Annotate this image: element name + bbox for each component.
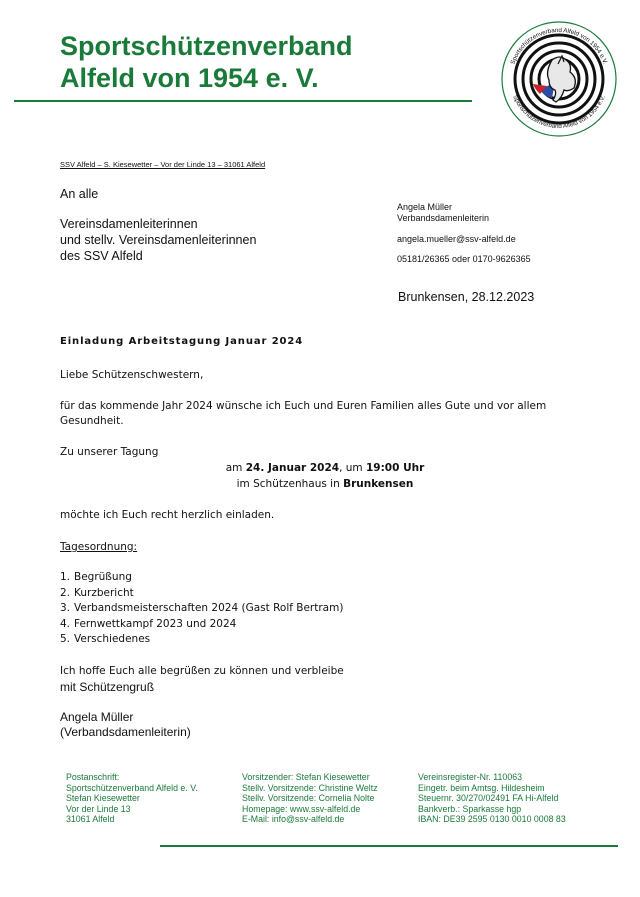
agenda-num: 3. — [60, 602, 71, 614]
footer-text: Homepage: www.ssv-alfeld.de — [242, 803, 361, 814]
letter-subject: Einladung Arbeitstagung Januar 2024 — [60, 336, 304, 347]
footer-text: Stellv. Vorsitzende: Christine Weltz — [242, 782, 378, 793]
footer-text: Eingetr. beim Amtsg. Hildesheim — [418, 782, 545, 793]
contact-block — [397, 202, 531, 265]
agenda-num: 2. — [60, 586, 71, 599]
footer-text: Steuernr. 30/270/02491 FA Hi-Alfeld — [418, 793, 559, 804]
agenda-item — [60, 570, 343, 586]
agenda-item — [60, 617, 343, 633]
agenda-text: Verschiedenes — [74, 633, 151, 645]
footer-text: Stefan Kiesewetter — [66, 793, 140, 804]
meeting-datetime — [180, 460, 470, 476]
footer-divider — [160, 845, 618, 847]
sender-line: SSV Alfeld – S. Kiesewetter – Vor der Linde 13 – 31061 Alfeld — [60, 160, 266, 169]
recipient-line3: und stellv. Vereinsdamenleiterinnen — [60, 233, 257, 247]
recipient-line4: des SSV Alfeld — [60, 249, 143, 263]
meeting-date: 24. Januar 2024 — [245, 462, 340, 474]
contact-name: Angela Müller — [397, 202, 453, 212]
agenda-num: 1. — [60, 571, 71, 583]
footer-board — [242, 772, 378, 825]
agenda-item — [60, 632, 343, 648]
signature-block — [60, 710, 191, 740]
agenda-item — [60, 601, 343, 617]
contact-phone: 05181/26365 oder 0170-9626365 — [397, 254, 531, 264]
agenda-num: 4. — [60, 617, 71, 630]
meeting-place-prefix: im Schützenhaus in — [236, 478, 340, 490]
signature-role: (Verbandsdamenleiterin) — [60, 725, 191, 739]
contact-email: angela.mueller@ssv-alfeld.de — [397, 234, 516, 244]
meeting-place: Brunkensen — [343, 478, 414, 490]
recipient-address — [60, 186, 256, 264]
footer-text: Vorsitzender: Stefan Kiesewetter — [242, 772, 370, 782]
agenda-num: 5. — [60, 633, 71, 645]
meeting-comma: , um — [339, 462, 363, 474]
footer-address — [66, 772, 198, 825]
footer-text: Bankverb.: Sparkasse hgp — [418, 803, 522, 814]
footer-registry — [418, 772, 566, 825]
meeting-prefix: am — [225, 462, 243, 474]
meeting-time: 19:00 Uhr — [366, 462, 425, 474]
agenda-text: Begrüßung — [74, 571, 132, 583]
footer-text: Sportschützenverband Alfeld e. V. — [66, 782, 198, 793]
signature-name: Angela Müller — [60, 710, 134, 724]
logo-ring-text-bottom: Sportschützenverband Alfeld von 1954 e.V. — [511, 94, 607, 131]
invite-line: möchte ich Euch recht herzlich einladen. — [60, 509, 275, 521]
footer-text: Vereinsregister-Nr. 110063 — [418, 772, 522, 782]
letterhead-title-line2: Alfeld von 1954 e. V. — [60, 63, 319, 93]
agenda-list — [60, 570, 343, 648]
greeting-line1: für das kommende Jahr 2024 wünsche ich Euch und Euren Familien alles Gute und vor allem — [60, 400, 547, 412]
agenda-text: Verbandsmeisterschaften 2024 (Gast Rolf Bertram) — [74, 602, 344, 614]
closing-line1: Ich hoffe Euch alle begrüßen zu können und verbleibe — [60, 665, 344, 677]
greeting-line2: Gesundheit. — [60, 415, 124, 427]
club-logo — [500, 20, 618, 138]
letter-date: Brunkensen, 28.12.2023 — [398, 290, 535, 304]
agenda-item — [60, 586, 343, 602]
footer-text: Postanschrift: — [66, 772, 120, 782]
meeting-location — [180, 476, 470, 492]
footer-text: IBAN: DE39 2595 0130 0010 0008 83 — [418, 814, 566, 825]
meeting-details — [180, 460, 470, 492]
contact-role: Verbandsdamenleiterin — [397, 213, 490, 223]
agenda-title: Tagesordnung: — [60, 541, 138, 553]
header-divider — [14, 100, 472, 102]
logo-ring-text: Sportschützenverband Alfeld von 1954 e.V. — [509, 26, 609, 66]
recipient-line2: Vereinsdamenleiterinnen — [60, 217, 198, 231]
footer-text: Vor der Linde 13 — [66, 803, 131, 814]
letterhead-title — [60, 30, 353, 94]
recipient-line1: An alle — [60, 187, 99, 201]
letterhead-title-line1: Sportschützenverband — [60, 31, 353, 61]
salutation: Liebe Schützenschwestern, — [60, 369, 204, 381]
closing-line2: mit Schützengruß — [60, 680, 155, 694]
meeting-intro: Zu unserer Tagung — [60, 446, 159, 458]
agenda-text: Fernwettkampf 2023 und 2024 — [74, 617, 237, 630]
agenda-text: Kurzbericht — [74, 586, 134, 599]
greeting-paragraph — [60, 399, 580, 429]
footer-text: 31061 Alfeld — [66, 814, 115, 825]
footer-text: E-Mail: info@ssv-alfeld.de — [242, 814, 345, 825]
footer-text: Stellv. Vorsitzende: Cornelia Nolte — [242, 793, 375, 804]
